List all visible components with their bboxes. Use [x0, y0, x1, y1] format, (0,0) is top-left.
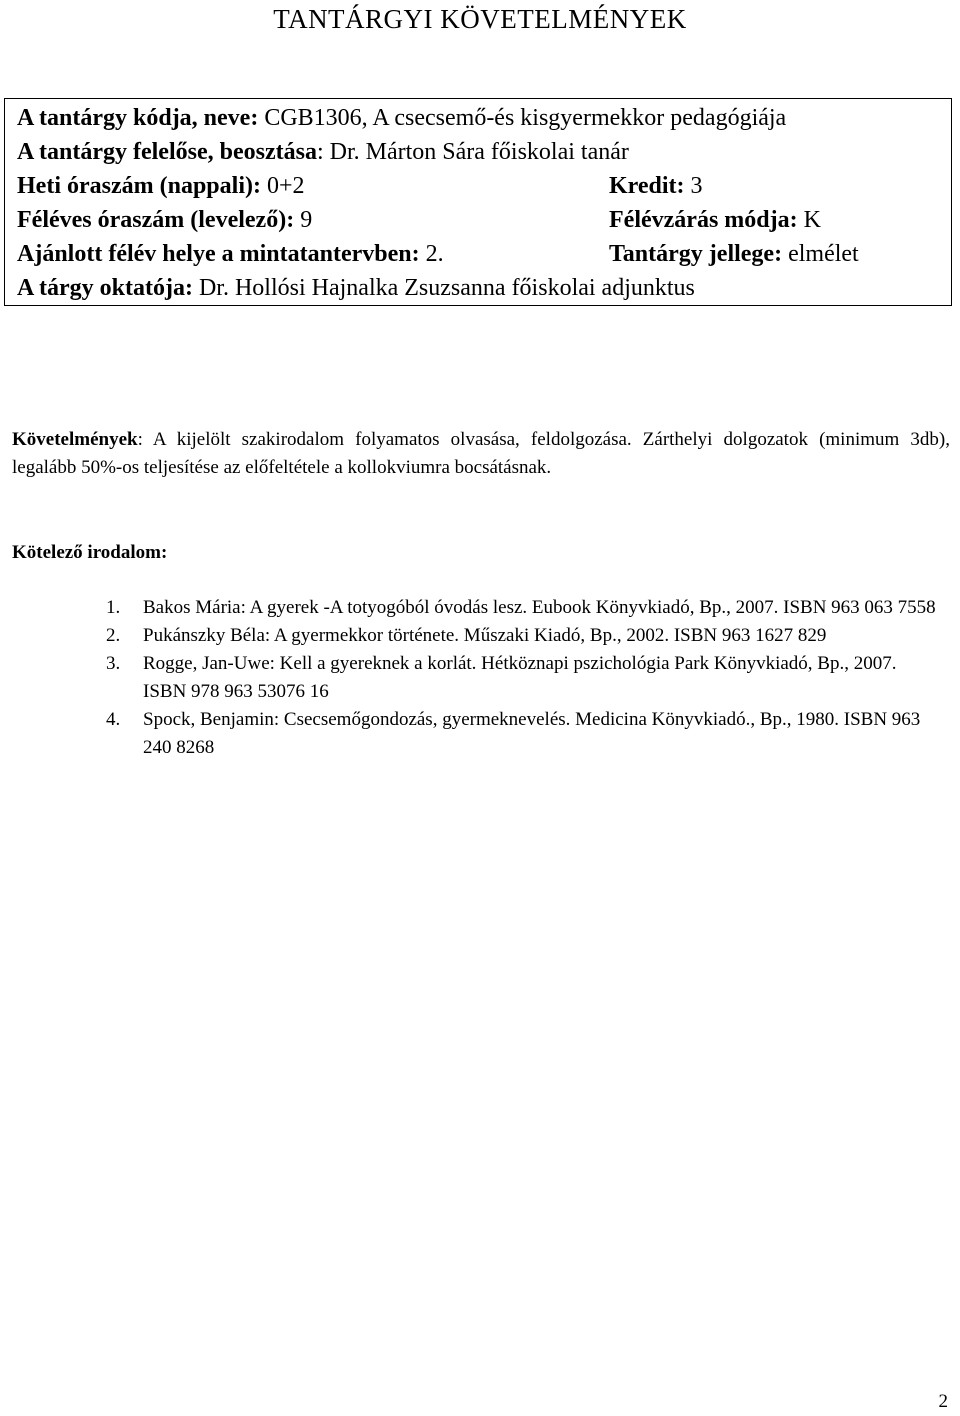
page-number: 2 — [938, 1391, 948, 1412]
semester-hours-value: 9 — [294, 207, 313, 233]
list-item — [106, 622, 936, 650]
semester-hours-label: Féléves óraszám (levelező): — [17, 207, 295, 233]
list-item — [106, 650, 936, 706]
course-type-value: elmélet — [782, 241, 859, 267]
course-type-row — [609, 239, 859, 269]
requirements-label: Követelmények — [12, 429, 138, 450]
teacher-row — [17, 273, 695, 303]
list-item-text: Pukánszky Béla: A gyermekkor története. Műszaki Kiadó, Bp., 2002. ISBN 963 1627 829 — [143, 625, 827, 646]
list-item-text: Rogge, Jan-Uwe: Kell a gyereknek a korlát. Hétköznapi pszichológia Park Könyvkiadó, Bp., 2007. ISBN 978 963 53076 16 — [143, 653, 897, 702]
requirements-paragraph — [12, 426, 950, 482]
teacher-label: A tárgy oktatója: — [17, 275, 193, 301]
responsible-label: A tantárgy felelőse, beosztása — [17, 139, 317, 165]
weekly-hours-value: 0+2 — [260, 173, 305, 199]
course-code-label: A tantárgy kódja, neve: — [17, 105, 259, 131]
teacher-value: Dr. Hollósi Hajnalka Zsuzsanna főiskolai adjunktus — [192, 275, 695, 301]
course-code-value: CGB1306, A csecsemő-és kisgyermekkor pedagógiája — [258, 105, 787, 131]
list-item — [106, 594, 936, 622]
weekly-hours-row — [17, 171, 305, 201]
recommended-semester-label: Ajánlott félév helye a mintatantervben: — [17, 241, 420, 267]
list-item-number: 4. — [106, 709, 121, 730]
course-type-label: Tantárgy jellege: — [609, 241, 783, 267]
list-item — [106, 706, 936, 762]
weekly-hours-label: Heti óraszám (nappali): — [17, 173, 261, 199]
responsible-row — [17, 137, 629, 167]
list-item-text: Bakos Mária: A gyerek -A totyogóból óvodás lesz. Eubook Könyvkiadó, Bp., 2007. ISBN 963 063 7558 — [143, 597, 936, 618]
course-code-row — [17, 103, 786, 133]
credit-row — [609, 171, 703, 201]
recommended-semester-value: 2. — [419, 241, 444, 267]
credit-label: Kredit: — [609, 173, 685, 199]
exam-type-value: K — [797, 207, 821, 233]
list-item-number: 1. — [106, 597, 121, 618]
list-item-number: 3. — [106, 653, 121, 674]
page-title: TANTÁRGYI KÖVETELMÉNYEK — [273, 4, 687, 34]
literature-heading: Kötelező irodalom: — [12, 542, 168, 563]
recommended-semester-row — [17, 239, 444, 269]
literature-list — [106, 594, 936, 762]
exam-type-row — [609, 205, 821, 235]
exam-type-label: Félévzárás módja: — [609, 207, 798, 233]
credit-value: 3 — [684, 173, 703, 199]
course-info-box — [4, 98, 952, 306]
semester-hours-row — [17, 205, 312, 235]
list-item-text: Spock, Benjamin: Csecsemőgondozás, gyermeknevelés. Medicina Könyvkiadó., Bp., 1980. ISBN 963 240 8268 — [143, 709, 921, 758]
responsible-value: : Dr. Márton Sára főiskolai tanár — [316, 139, 629, 165]
list-item-number: 2. — [106, 625, 121, 646]
requirements-text: : A kijelölt szakirodalom folyamatos olvasása, feldolgozása. Zárthelyi dolgozatok (minimum 3db), legalább 50%-os teljesítése az előfeltétele a kollokviumra bocsátásnak. — [12, 429, 950, 478]
